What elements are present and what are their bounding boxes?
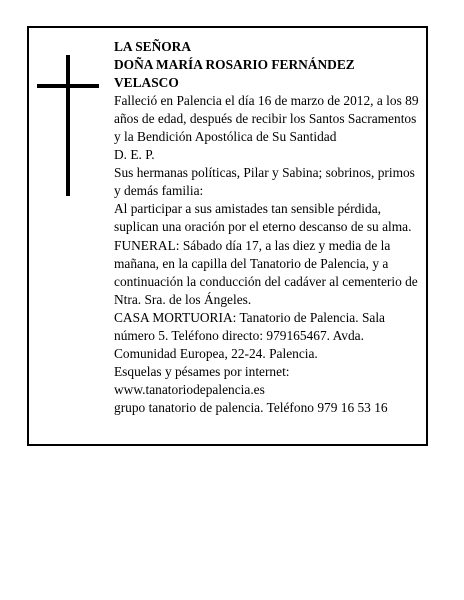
- cross-vertical-bar: [66, 55, 70, 196]
- deceased-name-line1: DOÑA MARÍA ROSARIO FERNÁNDEZ: [114, 57, 355, 73]
- internet-url: www.tanatoriodepalencia.es: [114, 381, 265, 397]
- honorific: LA SEÑORA: [114, 39, 192, 54]
- family-mention: Sus hermanas políticas, Pilar y Sabina; sobrinos, primos y demás familia:: [114, 165, 415, 199]
- funeral-details: FUNERAL: Sábado día 17, a las diez y media de la mañana, en la capilla del Tanatorio de Palencia, y a continuación la conducción del cadáver al cementerio de Ntra. Sra. de los Ángeles.: [114, 237, 418, 307]
- rip: D. E. P.: [114, 147, 155, 163]
- casa-mortuoria: CASA MORTUORIA: Tanatorio de Palencia. Sala número 5. Teléfono directo: 979165467. Avda. Comunidad Europea, 22-24. Palencia.: [114, 309, 385, 361]
- prayer-request: Al participar a sus amistades tan sensible pérdida, suplican una oración por el eterno descanso de su alma.: [114, 201, 412, 235]
- obituary-text: [114, 38, 424, 417]
- deceased-name-line2: VELASCO: [114, 75, 179, 91]
- internet-label: Esquelas y pésames por internet:: [114, 363, 290, 379]
- cross-horizontal-bar: [37, 84, 99, 88]
- group-contact: grupo tanatorio de palencia. Teléfono 979 16 53 16: [114, 399, 388, 415]
- death-announcement: Falleció en Palencia el día 16 de marzo de 2012, a los 89 años de edad, después de recibir los Santos Sacramentos y la Bendición Apostólica de Su Santidad: [114, 93, 419, 145]
